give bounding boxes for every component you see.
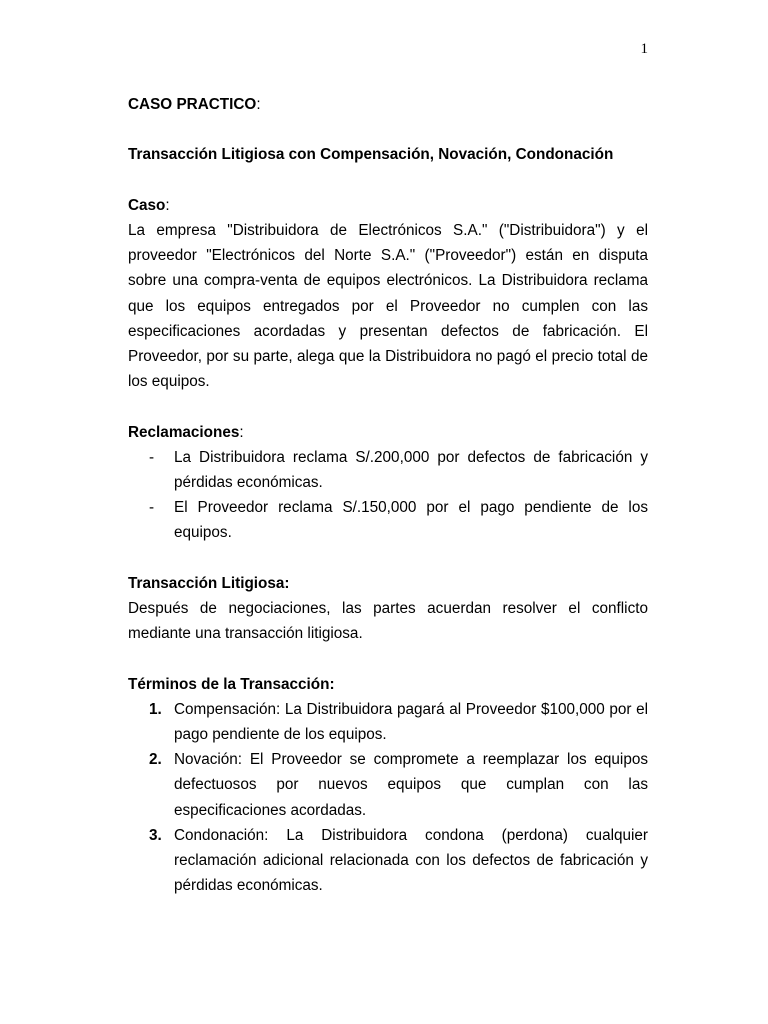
document-body [128, 92, 648, 898]
transaccion-heading-text: Transacción Litigiosa: [128, 574, 290, 592]
list-item-text: El Proveedor reclama S/.150,000 por el pago pendiente de los equipos. [174, 499, 648, 542]
title-text: CASO PRACTICO [128, 96, 257, 113]
terminos-list [128, 697, 648, 899]
reclamaciones-list [128, 445, 648, 546]
caso-paragraph: La empresa "Distribuidora de Electrónicos S.A." ("Distribuidora") y el proveedor "Electrónicos del Norte S.A." ("Proveedor") están en disputa sobre una compra-venta de equipos electrónicos. La Distribuidora reclama que los equipos entregados por el Proveedor no cumplen con las especificaciones acordadas y presentan defectos de fabricación. El Proveedor, por su parte, alega que la Distribuidora no pagó el precio total de los equipos. [128, 221, 648, 391]
list-item [128, 495, 648, 545]
list-item-text: Compensación: La Distribuidora pagará al Proveedor $100,000 por el pago pendiente de los equipos. [174, 700, 648, 743]
subtitle-text: Transacción Litigiosa con Compensación, Novación, Condonación [128, 146, 614, 164]
terminos-heading-text: Términos de la Transacción: [128, 675, 335, 693]
page-number: 1 [640, 41, 648, 57]
transaccion-paragraph: Después de negociaciones, las partes acuerdan resolver el conflicto mediante una transacción litigiosa. [128, 600, 648, 643]
list-item-text: La Distribuidora reclama S/.200,000 por defectos de fabricación y pérdidas económicas. [174, 448, 648, 491]
caso-heading-text: Caso [128, 196, 166, 214]
list-marker: 2. [149, 751, 162, 769]
caso-heading [128, 193, 648, 218]
list-item [128, 697, 648, 747]
reclamaciones-heading-suffix: : [239, 423, 244, 441]
list-marker: - [149, 499, 155, 517]
list-marker: 1. [149, 700, 162, 718]
list-item [128, 445, 648, 495]
caso-heading-suffix: : [165, 196, 170, 214]
list-item [128, 747, 648, 823]
document-subtitle [128, 142, 648, 167]
reclamaciones-heading-text: Reclamaciones [128, 423, 240, 441]
title-suffix: : [256, 96, 261, 113]
list-item-text: Novación: El Proveedor se compromete a reemplazar los equipos defectuosos por nuevos equipos que cumplan con las especificaciones acordadas. [174, 751, 648, 819]
terminos-heading [128, 672, 648, 697]
document-title [128, 92, 648, 117]
list-marker: 3. [149, 826, 162, 844]
list-marker: - [149, 448, 155, 466]
list-item [128, 823, 648, 899]
reclamaciones-heading [128, 420, 648, 445]
list-item-text: Condonación: La Distribuidora condona (perdona) cualquier reclamación adicional relacionada con los defectos de fabricación y pérdidas económicas. [174, 826, 648, 895]
transaccion-heading [128, 571, 648, 596]
